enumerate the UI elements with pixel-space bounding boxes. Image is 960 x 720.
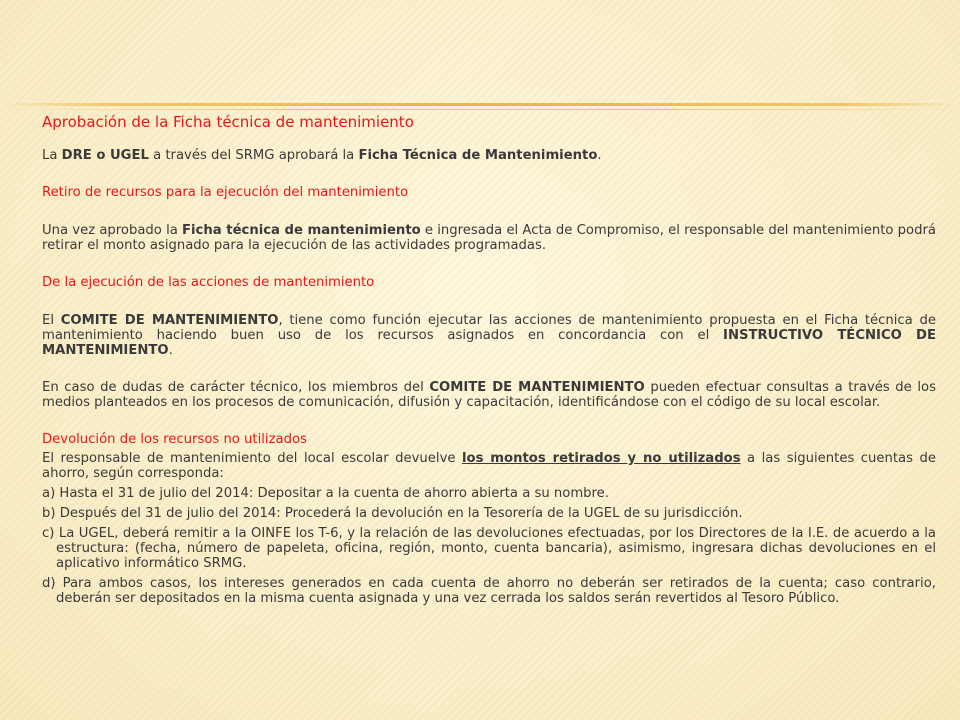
heading-devolucion: Devolución de los recursos no utilizados: [42, 432, 307, 447]
list-item-c: c) La UGEL, deberá remitir a la OINFE los T-6, y la relación de las devoluciones efectuadas, por los Directores de la I.E. de acuerdo a la estructura: (fecha, número de papeleta, oficina, región, monto, cuenta bancaria), asimismo, ingresara dichas devoluciones en el aplicativo informático SRMG.: [42, 526, 936, 571]
paragraph-text: pueden efectuar consultas a través de los medios planteados en los procesos de comunicación, difusión y capacitación, identificándose con el código de su local escolar.: [42, 380, 936, 410]
slide-content: [42, 113, 936, 606]
decorative-rule-bottom: [0, 109, 960, 110]
paragraph-text: a las siguientes cuentas de ahorro, según corresponda:: [42, 451, 936, 481]
paragraph-text: e ingresada el Acta de Compromiso, el responsable del mantenimiento podrá retirar el monto asignado para la ejecución de las actividades programadas.: [42, 223, 936, 253]
heading-retiro: Retiro de recursos para la ejecución del mantenimiento: [42, 185, 409, 200]
paragraph-text: Una vez aprobado la: [42, 223, 183, 238]
intro-text: a través del SRMG aprobará la: [148, 148, 359, 163]
paragraph-emphasis: INSTRUCTIVO TÉCNICO DE MANTENIMIENTO: [42, 328, 936, 358]
paragraph-retiro: [42, 223, 936, 253]
intro-paragraph: [42, 148, 936, 163]
list-item-b: b) Después del 31 de julio del 2014: Procederá la devolución en la Tesorería de la UGEL de su jurisdicción.: [42, 506, 743, 521]
paragraph-emphasis: Ficha técnica de mantenimiento: [182, 223, 421, 238]
intro-document: Ficha Técnica de Mantenimiento: [358, 148, 598, 163]
paragraph-devolucion: [42, 451, 936, 481]
intro-entity: DRE o UGEL: [61, 148, 149, 163]
paragraph-ejecucion-2: [42, 380, 936, 410]
intro-text: La: [42, 148, 62, 163]
paragraph-ejecucion-1: [42, 313, 936, 358]
paragraph-text: , tiene como función ejecutar las acciones de mantenimiento propuesta en el Ficha técnica de mantenimiento haciendo buen uso de los recursos asignados en concordancia con el: [42, 313, 936, 343]
paragraph-text: .: [168, 343, 173, 358]
list-item-d: d) Para ambos casos, los intereses generados en cada cuenta de ahorro no deberán ser retirados de la cuenta; caso contrario, deberán ser depositados en la misma cuenta asignada y una vez cerrada los saldos serán revertidos al Tesoro Público.: [42, 576, 936, 606]
decorative-rule-top: [0, 103, 960, 106]
paragraph-emphasis-underlined: los montos retirados y no utilizados: [461, 451, 741, 466]
paragraph-text: El: [42, 313, 61, 328]
paragraph-text: En caso de dudas de carácter técnico, los miembros del: [42, 380, 430, 395]
heading-ejecucion: De la ejecución de las acciones de mantenimiento: [42, 275, 375, 290]
intro-text: .: [597, 148, 602, 163]
list-item-a: a) Hasta el 31 de julio del 2014: Depositar a la cuenta de ahorro abierta a su nombre.: [42, 486, 609, 501]
paragraph-emphasis: COMITE DE MANTENIMIENTO: [60, 313, 279, 328]
paragraph-emphasis: COMITE DE MANTENIMIENTO: [429, 380, 645, 395]
paragraph-text: El responsable de mantenimiento del local escolar devuelve: [42, 451, 462, 466]
slide-title: Aprobación de la Ficha técnica de mantenimiento: [42, 113, 414, 131]
